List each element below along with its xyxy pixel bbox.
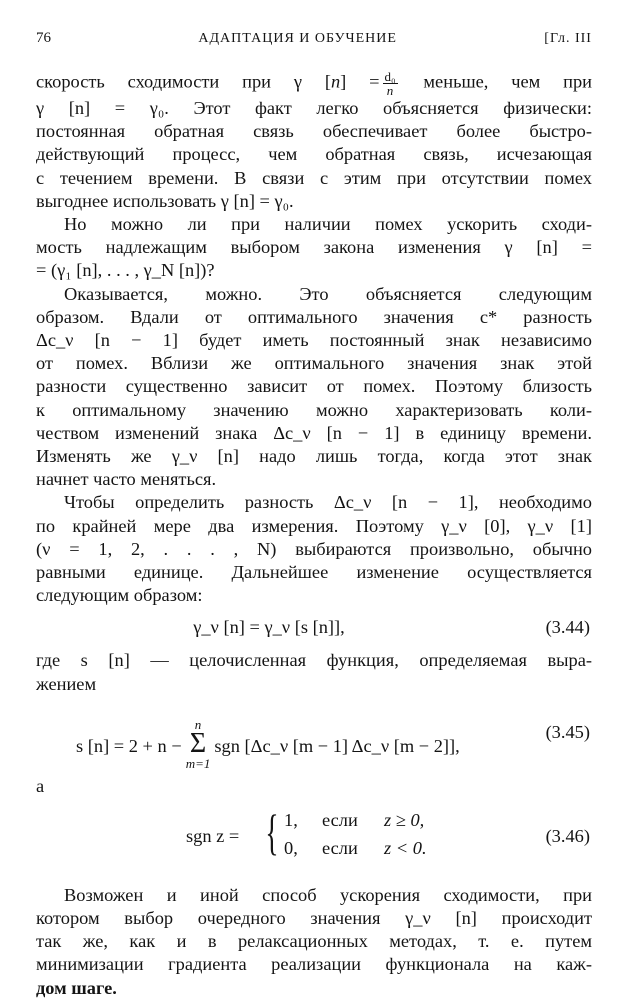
equation-3-46 [36, 803, 592, 872]
text-line: Изменять же γ_ν [n] надо лишь тогда, когда этот знак [36, 446, 592, 467]
text-line: образом. Вдали от оптимального значения c* разность [36, 306, 592, 327]
body-text [36, 70, 592, 607]
paragraph-6 [36, 884, 592, 1000]
text-line: скорость сходимости при γ [n] = $\frac{\text{d₀}}{n}$ меньше, чем при [36, 69, 593, 98]
text-line: γ [n] = γ₀. Этот факт легко объясняется физически: [36, 98, 592, 118]
text-line: где s [n] — целочисленная функция, определяемая выра- [36, 650, 592, 671]
paragraph-5 [36, 649, 592, 695]
case-row: 1, если z ≥ 0, [284, 809, 425, 830]
paragraph-3 [36, 283, 592, 492]
text-line: постоянная обратная связь обеспечивает более быстро- [36, 121, 592, 142]
text-line: действующий процесс, чем обратная связь, исчезающая [36, 144, 592, 165]
equation-body: γ_ν [n] = γ_ν [s [n]], [193, 617, 345, 638]
text-line: так же, как и в релаксационных методах, т. е. путем [36, 931, 592, 952]
equation-number: (3.46) [545, 825, 590, 846]
running-header [36, 30, 592, 70]
running-title: АДАПТАЦИЯ И ОБУЧЕНИЕ [198, 31, 397, 46]
text-line: следующим образом: [36, 585, 203, 606]
text-line: (ν = 1, 2, . . . , N) выбираются произвольно, обычно [36, 538, 592, 559]
equation-3-44 [36, 613, 592, 647]
fraction: $\frac{\text{d₀}}{n}$ [384, 69, 396, 98]
cases [284, 806, 427, 862]
book-page [36, 30, 592, 1000]
equation-body: s [n] = 2 + n − n Σ m=1 sgn [Δc_ν [m − 1] Δc_ν [m − 2]], [76, 716, 460, 771]
page-number: 76 [36, 30, 51, 46]
text-line: Оказывается, можно. Это объясняется следующим [64, 283, 592, 304]
text-line: минимизации градиента реализации функционала на каж- [36, 954, 592, 975]
text-line: по крайней мере два измерения. Поэтому γ_ν [0], γ_ν [1] [36, 515, 592, 536]
paragraph-4 [36, 491, 592, 607]
text-line: к оптимальному значению можно характеризовать коли- [36, 399, 592, 420]
text-line: = (γ₁ [n], . . . , γ_N [n])? [36, 260, 215, 281]
case-row: 0, если z < 0. [284, 837, 427, 858]
equation-number: (3.44) [545, 617, 590, 638]
summation: n Σ m=1 [185, 716, 211, 771]
text-line: Δc_ν [n − 1] будет иметь постоянный знак независимо [36, 330, 592, 351]
text-line: Но можно ли при наличии помех ускорить сходи- [64, 214, 592, 235]
text-line: выгоднее использовать γ [n] = γ₀. [36, 190, 294, 211]
text-line: с течением времени. В связи с этим при отсутствии помех [36, 167, 592, 188]
text-line: котором выбор очередного значения γ_ν [n] происходит [36, 908, 592, 929]
chapter-marker: [Гл. III [544, 31, 592, 46]
body-text-2 [36, 649, 592, 695]
text-line: начнет часто меняться. [36, 469, 217, 490]
equation-number: (3.45) [545, 721, 590, 742]
text-line: мость надлежащим выбором закона изменения γ [n] = [36, 237, 592, 258]
text-line: Чтобы определить разность Δc_ν [n − 1], необходимо [64, 492, 592, 513]
text-line: равными единице. Дальнейшее изменение осуществляется [36, 562, 592, 583]
text-line: разности существенно зависит от помех. Поэтому близость [36, 376, 592, 397]
equation-lhs: sgn z = [186, 825, 240, 846]
paragraph-1 [36, 70, 592, 213]
text-line: дом шаге. [36, 977, 117, 998]
text-line: чеством изменений знака Δc_ν [n − 1] в единицу времени. [36, 422, 592, 443]
text-line: Возможен и иной способ ускорения сходимости, при [64, 884, 592, 905]
left-brace: { [265, 803, 279, 860]
body-text-3 [36, 884, 592, 1000]
equation-3-45 [36, 696, 592, 776]
paragraph-2 [36, 213, 592, 283]
text-line: жением [36, 673, 97, 694]
conjunction: а [36, 775, 45, 796]
text-line: от помех. Вблизи же оптимального значения знак этой [36, 353, 592, 374]
